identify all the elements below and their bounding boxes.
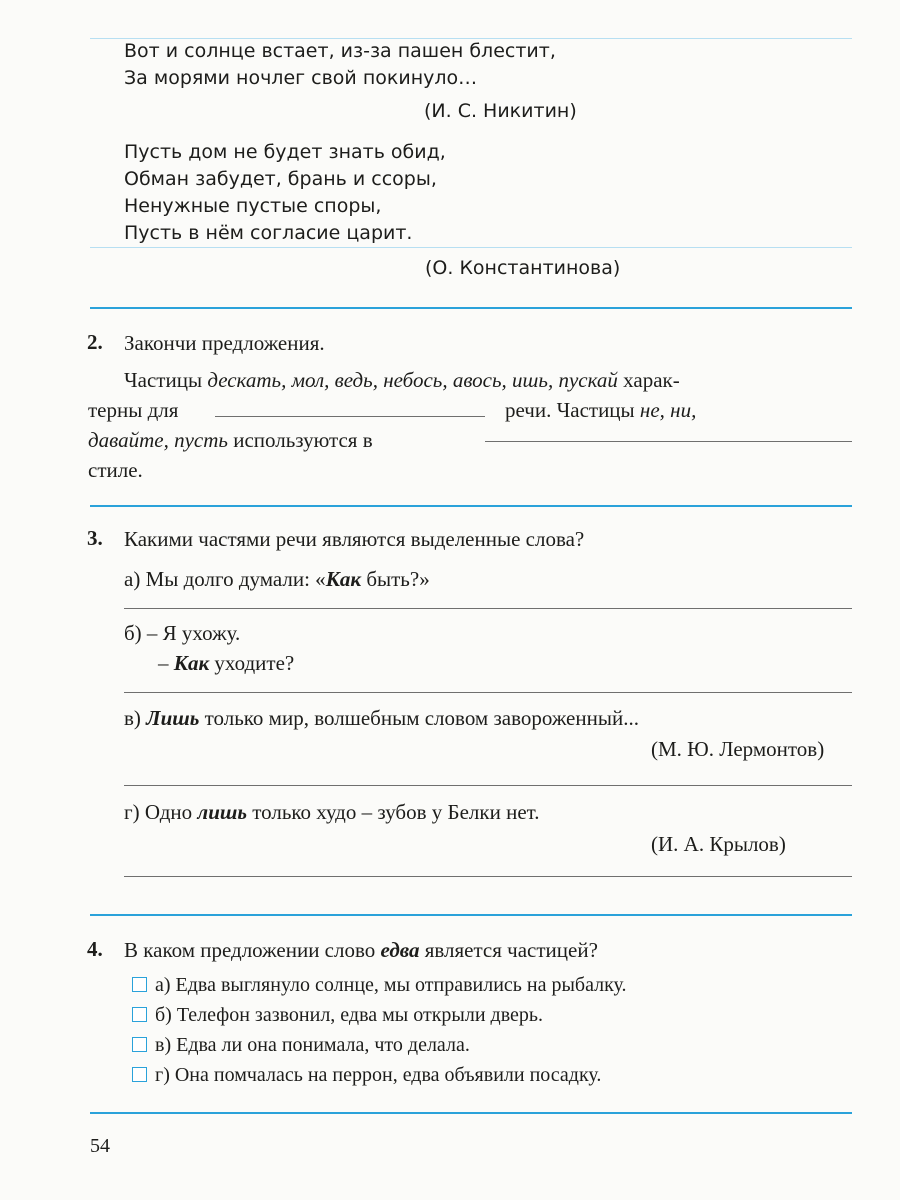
section-divider <box>90 914 852 916</box>
author-lermontov: (М. Ю. Лермонтов) <box>651 737 825 761</box>
checkbox[interactable] <box>132 1067 147 1082</box>
answer-line-b[interactable] <box>124 692 852 693</box>
task-2-prompt: Закончи предложения. <box>124 331 325 355</box>
task-4-number: 4. <box>87 937 103 961</box>
task-2-line-1: Частицы дескать, мол, ведь, небось, авось, ишь, пускай харак- <box>124 368 680 392</box>
task-4-option-c[interactable]: в) Едва ли она понимала, что делала. <box>132 1034 470 1057</box>
section-divider <box>90 1112 852 1114</box>
task-2-number: 2. <box>87 330 103 354</box>
checkbox[interactable] <box>132 1007 147 1022</box>
checkbox[interactable] <box>132 1037 147 1052</box>
answer-line-c[interactable] <box>124 785 852 786</box>
poem-line: Обман забудет, брань и ссоры, <box>124 168 437 190</box>
answer-line-a[interactable] <box>124 608 852 609</box>
task-3-item-c: в) Лишь только мир, волшебным словом завороженный... <box>124 706 639 730</box>
author-nikitin: (И. С. Никитин) <box>424 100 577 122</box>
task-3-item-d: г) Одно лишь только худо – зубов у Белки нет. <box>124 800 540 824</box>
author-krylov: (И. А. Крылов) <box>651 832 786 856</box>
task-4-option-a[interactable]: а) Едва выглянуло солнце, мы отправились на рыбалку. <box>132 974 627 997</box>
task-3-item-b-2: – Как уходите? <box>158 651 295 675</box>
task-2-line-4: стиле. <box>88 458 143 482</box>
poem-nikitin <box>124 38 556 92</box>
section-divider <box>90 505 852 507</box>
author-konstantinova: (О. Константинова) <box>425 257 621 279</box>
task-2-line-3: давайте, пусть используются в <box>88 428 373 452</box>
task-4-option-b[interactable]: б) Телефон зазвонил, едва мы открыли дверь. <box>132 1004 543 1027</box>
page-number: 54 <box>90 1135 110 1157</box>
task-3-prompt: Какими частями речи являются выделенные слова? <box>124 527 585 551</box>
poem-line: Пусть в нём согласие царит. <box>124 222 413 244</box>
section-divider <box>90 307 852 309</box>
poem-konstantinova <box>124 139 446 247</box>
task-2-line-2-end: речи. Частицы не, ни, <box>505 398 697 422</box>
answer-line-style[interactable] <box>485 441 852 442</box>
task-4-option-d[interactable]: г) Она помчалась на перрон, едва объявили посадку. <box>132 1064 601 1087</box>
task-4-prompt: В каком предложении слово едва является частицей? <box>124 938 598 962</box>
task-3-item-a: а) Мы долго думали: «Как быть?» <box>124 567 430 591</box>
poem-divider <box>90 247 852 248</box>
answer-line-d[interactable] <box>124 876 852 877</box>
poem-line: За морями ночлег свой покинуло… <box>124 67 478 89</box>
poem-line: Ненужные пустые споры, <box>124 195 382 217</box>
checkbox[interactable] <box>132 977 147 992</box>
task-2-line-2: терны для <box>88 398 179 422</box>
task-3-number: 3. <box>87 526 103 550</box>
task-3-item-b-1: б) – Я ухожу. <box>124 621 241 645</box>
poem-line: Вот и солнце встает, из-за пашен блестит, <box>124 40 556 62</box>
poem-line: Пусть дом не будет знать обид, <box>124 141 446 163</box>
answer-line-speech-type[interactable] <box>215 416 485 417</box>
